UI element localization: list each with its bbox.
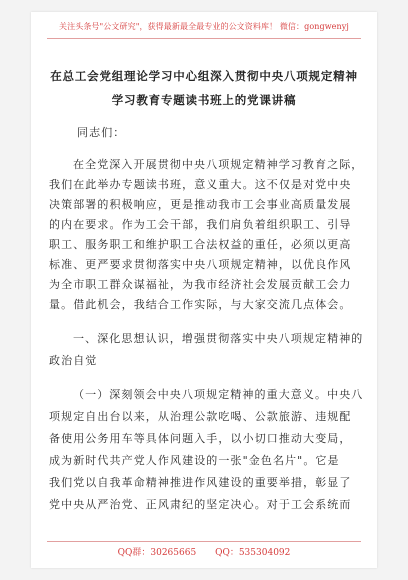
paragraph-line: 为全市职工群众谋福祉，为我市经济社会发展贡献工会力 <box>49 278 352 291</box>
footer-divider <box>47 541 361 542</box>
paragraph-line: 党中央从严治党、正风肃纪的坚定决心。对于工会系统而 <box>49 498 352 511</box>
paragraph-line: 量。借此机会，我结合工作实际，与大家交流几点体会。 <box>49 298 352 311</box>
paragraph-line: 在全党深入开展贯彻中央八项规定精神学习教育之际， <box>73 158 364 171</box>
section-heading-line: 政治自觉 <box>49 354 98 367</box>
paragraph-line: 备使用公务用车等具体问题入手，以小切口推动大变局， <box>49 432 352 445</box>
footer-qq: QQ：535304092 <box>215 548 291 558</box>
paragraph-line: 标准、更严要求贯彻落实中央八项规定精神，以优良作风 <box>49 258 352 271</box>
paragraph-line: 我们在此举办专题读书班，意义重大。这不仅是对党中央 <box>49 178 352 191</box>
document-title-line-2: 学习教育专题读书班上的党课讲稿 <box>111 93 297 107</box>
header-banner: 关注头条号"公文研究"，获得最新最全最专业的公文资料库！ 微信：gongwenyj <box>59 22 349 31</box>
document-page <box>31 12 377 568</box>
salutation: 同志们： <box>77 126 126 139</box>
paragraph-line: 项规定自出台以来，从治理公款吃喝、公款旅游、违规配 <box>49 410 352 423</box>
footer <box>31 545 377 558</box>
header-divider <box>47 38 361 39</box>
paragraph-line: （一）深刻领会中央八项规定精神的重大意义。中央八 <box>73 388 364 401</box>
document-title-line-1: 在总工会党组理论学习中心组深入贯彻中央八项规定精神 <box>50 69 358 83</box>
paragraph-line: 职工、服务职工和维护职工合法权益的重任，必须以更高 <box>49 238 352 251</box>
footer-qq-group: QQ群：30265665 <box>117 548 197 558</box>
paragraph-line: 我们党以自我革命精神推进作风建设的重要举措，彰显了 <box>49 476 352 489</box>
paragraph-line: 的内在要求。作为工会干部，我们肩负着组织职工、引导 <box>49 218 352 231</box>
paragraph-line: 决策部署的积极响应，更是推动我市工会事业高质量发展 <box>49 198 352 211</box>
paragraph-line: 成为新时代共产党人作风建设的一张"金色名片"。它是 <box>49 454 340 467</box>
section-heading-line: 一、深化思想认识，增强贯彻落实中央八项规定精神的 <box>73 332 364 345</box>
